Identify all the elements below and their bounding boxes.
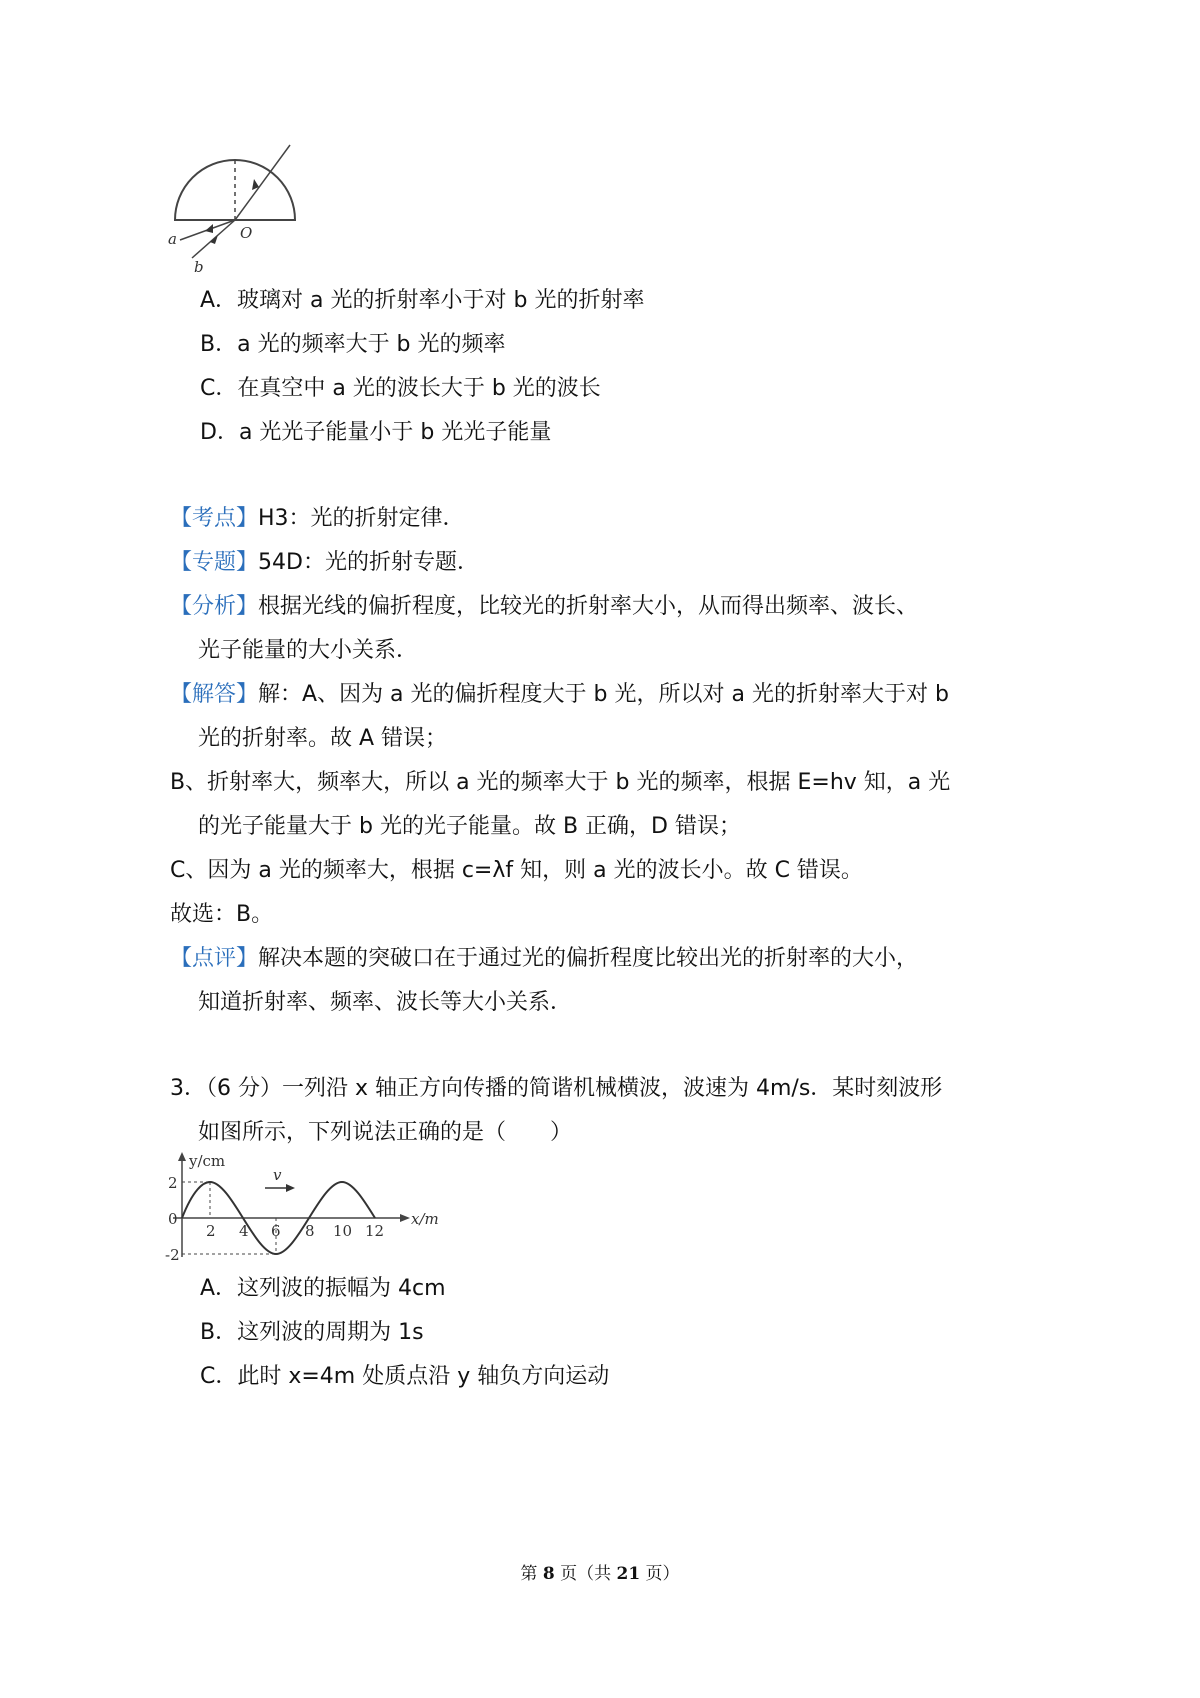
zhuanti-text: 54D：光的折射专题．	[258, 550, 479, 575]
x-tick-4: 4	[239, 1222, 249, 1240]
refraction-figure	[160, 140, 330, 280]
q3-option-c: C．此时 x=4m 处质点沿 y 轴负方向运动	[200, 1364, 610, 1389]
jieda-b-line-1: B、折射率大，频率大，所以 a 光的频率大于 b 光的频率，根据 E=hv 知，a 光	[170, 770, 951, 795]
fenxi-tag: 【分析】	[170, 594, 259, 619]
fenxi-text-1: 根据光线的偏折程度，比较光的折射率大小，从而得出频率、波长、	[258, 594, 919, 619]
footer-middle: 页（共	[554, 1564, 617, 1584]
y-axis-label: y/cm	[189, 1152, 226, 1170]
x-axis-arrow	[400, 1214, 410, 1222]
dianping-text-2: 知道折射率、频率、波长等大小关系．	[198, 990, 573, 1015]
guxuan-line: 故选：B。	[170, 902, 274, 927]
ray-a-arrow	[205, 224, 213, 233]
q2-option-b: B．a 光的频率大于 b 光的频率	[200, 332, 506, 357]
q3-option-a: A．这列波的振幅为 4cm	[200, 1276, 446, 1301]
footer-prefix: 第	[520, 1564, 543, 1584]
label-b: b	[194, 258, 204, 276]
page-footer	[0, 1559, 1200, 1584]
y-axis-arrow	[178, 1152, 186, 1161]
wave-figure	[165, 1152, 450, 1262]
jieda-text-1: 解：A、因为 a 光的偏折程度大于 b 光，所以对 a 光的折射率大于对 b	[258, 682, 949, 707]
zhuanti-tag: 【专题】	[170, 550, 259, 575]
y-tick-2: 2	[168, 1174, 178, 1192]
kaodian-tag: 【考点】	[170, 506, 259, 531]
q2-option-d: D．a 光光子能量小于 b 光光子能量	[200, 420, 552, 445]
dianping-text-1: 解决本题的突破口在于通过光的偏折程度比较出光的折射率的大小，	[258, 946, 919, 971]
jieda-tag: 【解答】	[170, 682, 259, 707]
x-tick-2: 2	[206, 1222, 216, 1240]
label-o: O	[240, 224, 253, 242]
q2-option-c: C．在真空中 a 光的波长大于 b 光的波长	[200, 376, 601, 401]
footer-page-number: 8	[542, 1564, 555, 1584]
q3-stem-1: 3．（6 分）一列沿 x 轴正方向传播的简谐机械横波，波速为 4m/s．某时刻波形	[170, 1076, 943, 1101]
ray-b-arrow	[210, 235, 218, 244]
q3-option-b: B．这列波的周期为 1s	[200, 1320, 424, 1345]
q3-stem-2: 如图所示，下列说法正确的是（ ）	[198, 1120, 573, 1145]
jieda-c-line: C、因为 a 光的频率大，根据 c=λf 知，则 a 光的波长小。故 C 错误。	[170, 858, 863, 883]
label-a: a	[168, 230, 177, 248]
footer-suffix: 页）	[640, 1564, 680, 1584]
kaodian-text: H3：光的折射定律．	[258, 506, 465, 531]
x-tick-10: 10	[333, 1222, 353, 1240]
y-tick-0: 0	[168, 1210, 178, 1228]
zhuanti-line	[170, 548, 479, 578]
x-tick-6: 6	[271, 1222, 281, 1240]
y-tick-neg2: -2	[165, 1246, 180, 1262]
kaodian-line	[170, 504, 465, 534]
jieda-text-2: 光的折射率。故 A 错误；	[198, 726, 448, 751]
velocity-label: v	[273, 1166, 282, 1184]
fenxi-line-1	[170, 592, 918, 622]
velocity-arrow-head	[286, 1184, 295, 1192]
q2-option-a: A．玻璃对 a 光的折射率小于对 b 光的折射率	[200, 288, 645, 313]
dianping-line-1	[170, 944, 918, 974]
footer-total-pages: 21	[616, 1564, 641, 1584]
x-tick-8: 8	[305, 1222, 315, 1240]
fenxi-text-2: 光子能量的大小关系．	[198, 638, 419, 663]
x-tick-12: 12	[365, 1222, 385, 1240]
jieda-line-1	[170, 680, 949, 710]
x-axis-label: x/m	[411, 1210, 439, 1228]
dianping-tag: 【点评】	[170, 946, 259, 971]
jieda-b-line-2: 的光子能量大于 b 光的光子能量。故 B 正确，D 错误；	[198, 814, 741, 839]
